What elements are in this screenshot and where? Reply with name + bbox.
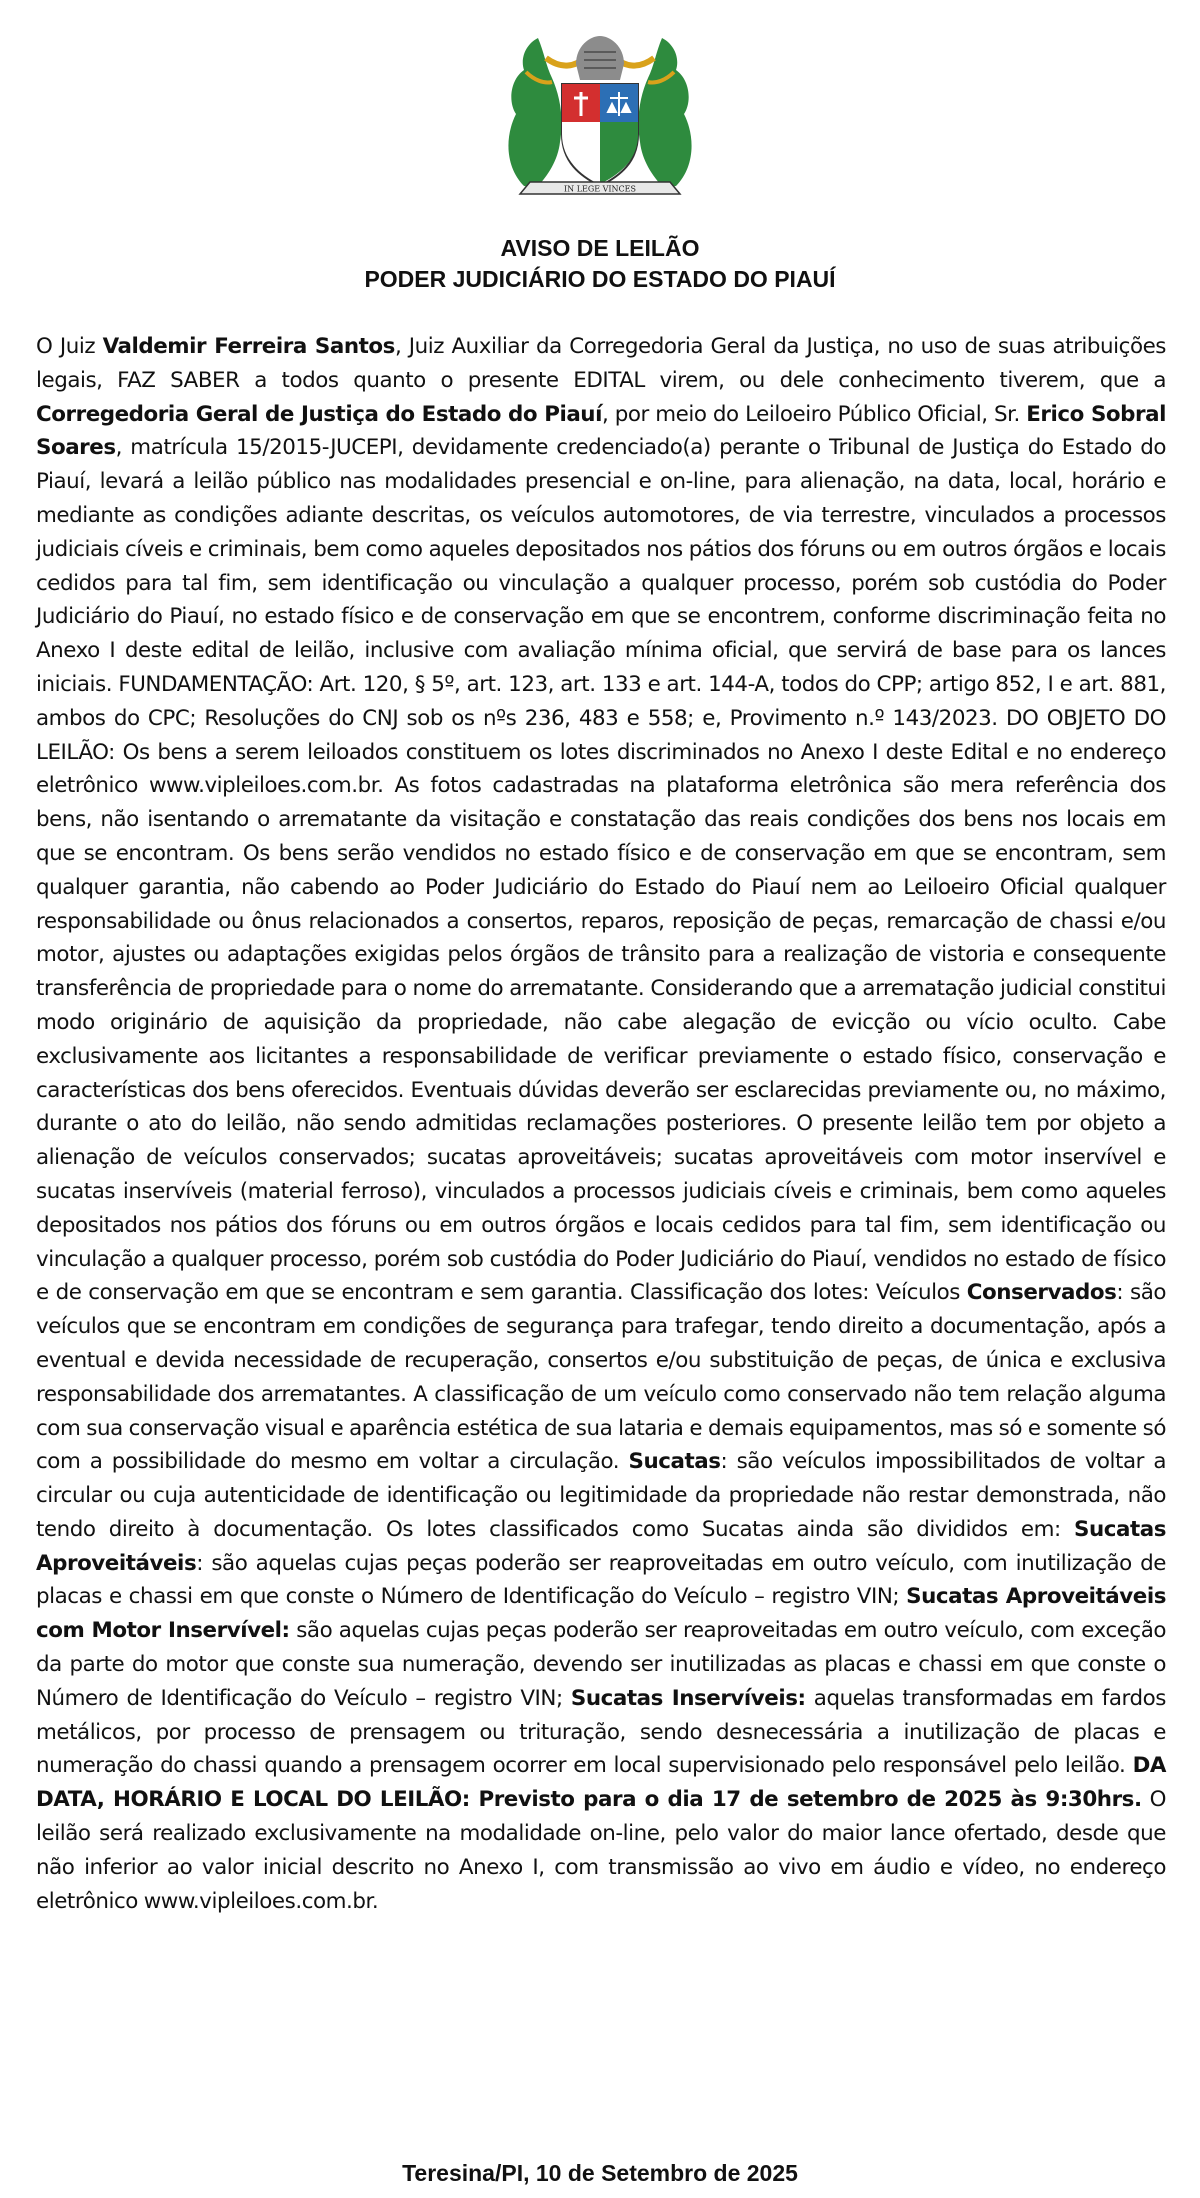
term-sucatas: Sucatas: [628, 1449, 721, 1475]
seal-motto: IN LEGE VINCES: [563, 184, 637, 194]
term-sucatas-aproveitaveis: Sucatas Aproveitáveis: [36, 1516, 1166, 1576]
issuing-entity: Corregedoria Geral de Justiça do Estado do Piauí: [36, 401, 602, 427]
body-text-segment: , Juiz Auxiliar da Corregedoria Geral da Justiça, no uso de suas atribuições legais, FAZ SABER a todos quanto o presente EDITAL virem, ou dele conhecimento tiverem, que a: [36, 334, 1166, 393]
body-text-segment: : são aquelas cujas peças poderão ser reaproveitadas em outro veículo, com inutilização de placas e chassi em que conste o Número de Identificação do Veículo – registro VIN;: [36, 1550, 1166, 1610]
body-text-segment: , matrícula 15/2015-JUCEPI, devidamente credenciado(a) perante o Tribunal de Justiça do Estado do Piauí, levará a leilão público nas modalidades presencial e on-line, para alienação, na data, local, horário e mediante as condições adiante descritas, os veículos automotores, de via terrestre, vinculados a processos judiciais cíveis e criminais, bem como aqueles depositados nos pátios dos fóruns ou em outros órgãos e locais cedidos para tal fim, sem identificação ou vinculação a qualquer processo, porém sob custódia do Poder Judiciário do Piauí, no estado físico e de conservação em que se encontrem, conforme discriminação feita no Anexo I deste edital de leilão, inclusive com avaliação mínima oficial, que servirá de base para os lances iniciais. FUNDAMENTAÇÃO: Art. 120, § 5º, art. 123, art. 133 e art. 144-A, todos do CPP; artigo 852, I e art. 881, ambos do CPC; Resoluções do CNJ sob os nºs 236, 483 e 558; e, Provimento n.º 143/2023. DO OBJETO DO LEILÃO: Os bens a serem leiloados constituem os lotes discriminados no Anexo I deste Edital e no endereço eletrônico www.vipleiloes.com.br. As fotos cadastradas na plataforma eletrônica são mera referência dos bens, não isentando o arrematante da visitação e constatação das reais condições dos bens nos locais em que se encontram. Os bens serão vendidos no estado físico e de conservação em que se encontram, sem qualquer garantia, não cabendo ao Poder Judiciário do Estado do Piauí nem ao Leiloeiro Oficial qualquer responsabilidade ou ônus relacionados a consertos, reparos, reposição de peças, remarcação de chassi e/ou motor, ajustes ou adaptações exigidas pelos órgãos de trânsito para a realização de vistoria e consequente transferência de propriedade para o nome do arrematante. Considerando que a arrematação judicial constitui modo originário de aquisição da propriedade, não cabe alegação de evicção ou vício oculto. Cabe exclusivamente aos licitantes a responsabilidade de verificar previamente o estado físico, conservação e características dos bens oferecidos. Eventuais dúvidas deverão ser esclarecidas previamente ou, no máximo, durante o ato do leilão, não sendo admitidas reclamações posteriores. O presente leilão tem por objeto a alienação de veículos conservados; sucatas aproveitáveis; sucatas aproveitáveis com motor inservível e sucatas inservíveis (material ferroso), vinculados a processos judiciais cíveis e criminais, bem como aqueles depositados nos pátios dos fóruns ou em outros órgãos e locais cedidos para tal fim, sem identificação ou vinculação a qualquer processo, porém sob custódia do Poder Judiciário do Piauí, vendidos no estado de físico e de conservação em que se encontram e sem garantia. Classificação dos lotes: Veículos: [36, 435, 1166, 1306]
body-text-segment: aquelas transformadas em fardos metálicos, por processo de prensagem ou trituração, sendo desnecessária a inutilização de placas e numeração do chassi quando a prensagem ocorrer em local supervisionado pelo responsável pelo leilão.: [36, 1685, 1166, 1779]
notice-body: [36, 330, 1166, 1918]
term-sucatas-inserviveis: Sucatas Inservíveis:: [570, 1685, 806, 1711]
body-text-segment: O leilão será realizado exclusivamente na modalidade on-line, pelo valor do maior lance ofertado, desde que não inferior ao valor inicial descrito no Anexo I, com transmissão ao vivo em áudio e vídeo, no endereço eletrônico www.vipleiloes.com.br.: [36, 1787, 1166, 1914]
body-text-segment: : são veículos que se encontram em condições de segurança para trafegar, tendo direito a documentação, após a eventual e devida necessidade de recuperação, consertos e/ou substituição de peças, de única e exclusiva responsabilidade dos arrematantes. A classificação de um veículo como conservado não tem relação alguma com sua conservação visual e aparência estética de sua lataria e demais equipamentos, mas só e somente só com a possibilidade do mesmo em voltar a circulação.: [36, 1280, 1166, 1475]
coat-of-arms-icon: [486, 18, 714, 202]
body-text-segment: são aquelas cujas peças poderão ser reaproveitadas em outro veículo, com exceção da parte do motor que conste sua numeração, devendo ser inutilizadas as placas e chassi em que conste o Número de Identificação do Veículo – registro VIN;: [36, 1618, 1166, 1711]
body-text-segment: , por meio do Leiloeiro Público Oficial, Sr.: [601, 401, 1027, 427]
judge-name: Valdemir Ferreira Santos: [102, 334, 395, 359]
auction-date-section: DA DATA, HORÁRIO E LOCAL DO LEILÃO: Previsto para o dia 17 de setembro de 2025 às 9:30hrs.: [36, 1753, 1166, 1813]
body-text-segment: : são veículos impossibilitados de voltar a circular ou cuja autenticidade de identificação ou legitimidade da propriedade não restar demonstrada, não tendo direito à documentação. Os lotes classificados como Sucatas ainda são divididos em:: [36, 1449, 1166, 1542]
term-conservados: Conservados: [966, 1280, 1117, 1306]
term-motor-inservivel: Sucatas Aproveitáveis com Motor Inservível:: [36, 1584, 1166, 1644]
auctioneer-name: Erico Sobral Soares: [36, 401, 1166, 461]
notice-subtitle: PODER JUDICIÁRIO DO ESTADO DO PIAUÍ: [364, 266, 836, 292]
body-text-segment: O Juiz: [36, 334, 103, 359]
place-and-date: Teresina/PI, 10 de Setembro de 2025: [402, 2160, 798, 2186]
notice-title: AVISO DE LEILÃO: [500, 235, 700, 261]
